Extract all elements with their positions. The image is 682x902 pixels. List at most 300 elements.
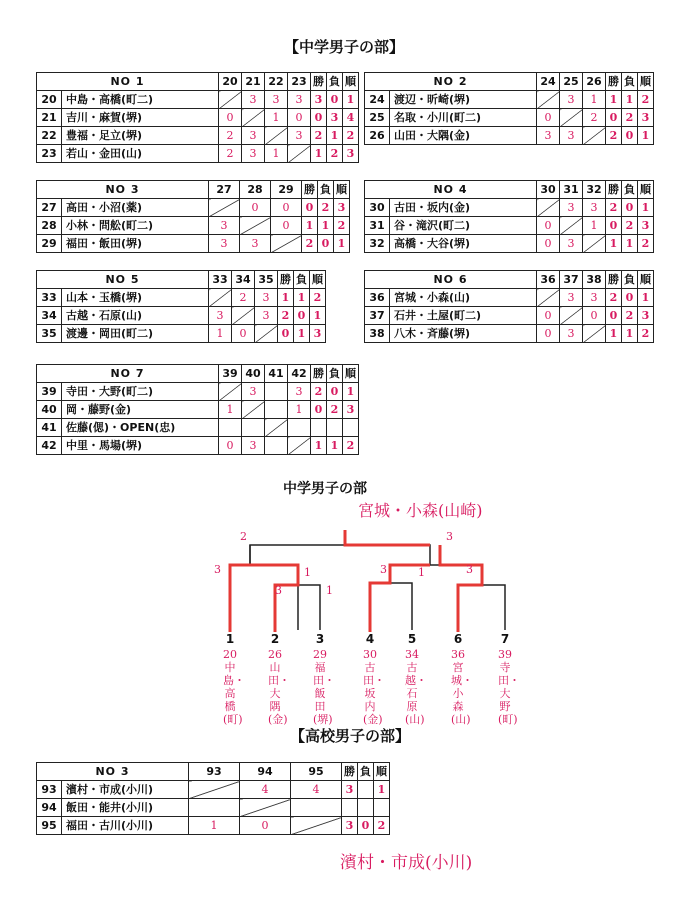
match-score xyxy=(219,419,242,437)
bracket-score: 3 xyxy=(446,530,453,543)
column-header: 26 xyxy=(583,73,606,91)
header-lose: 負 xyxy=(327,73,343,91)
match-score: 3 xyxy=(288,91,311,109)
column-header: 22 xyxy=(265,73,288,91)
match-score xyxy=(537,289,560,307)
header-lose: 負 xyxy=(327,365,343,383)
table-row xyxy=(365,289,654,307)
match-score: 3 xyxy=(209,217,240,235)
bracket-score: 3 xyxy=(214,563,221,576)
result-r xyxy=(343,419,359,437)
result-l: 1 xyxy=(622,235,638,253)
match-score xyxy=(265,419,288,437)
column-header: 37 xyxy=(560,271,583,289)
match-score xyxy=(265,383,288,401)
result-l: 1 xyxy=(318,217,334,235)
match-score: 3 xyxy=(255,307,278,325)
result-r: 1 xyxy=(638,289,654,307)
result-w: 0 xyxy=(606,109,622,127)
entry-number: 32 xyxy=(365,235,390,253)
match-score xyxy=(209,199,240,217)
result-r: 2 xyxy=(374,817,390,835)
result-w: 0 xyxy=(302,199,318,217)
match-score: 1 xyxy=(209,325,232,343)
team-name: 石井・土屋(町二) xyxy=(390,307,537,325)
result-r: 1 xyxy=(334,235,350,253)
match-score: 1 xyxy=(265,109,288,127)
match-score xyxy=(189,781,240,799)
team-name: 八木・斉藤(堺) xyxy=(390,325,537,343)
bracket-entry-name: 34古越・石原(山) xyxy=(405,648,427,726)
result-r: 2 xyxy=(638,91,654,109)
match-score: 1 xyxy=(265,145,288,163)
table-row xyxy=(37,91,359,109)
match-score: 3 xyxy=(242,127,265,145)
result-l: 2 xyxy=(622,217,638,235)
entry-number: 36 xyxy=(365,289,390,307)
result-l: 1 xyxy=(294,289,310,307)
entry-number: 39 xyxy=(37,383,62,401)
table-row xyxy=(37,235,350,253)
result-w: 1 xyxy=(606,325,622,343)
result-r: 2 xyxy=(343,437,359,455)
match-score: 0 xyxy=(537,109,560,127)
match-score xyxy=(288,145,311,163)
result-r: 1 xyxy=(343,383,359,401)
bracket-position: 5 xyxy=(407,632,417,646)
result-w: 2 xyxy=(311,383,327,401)
entry-number: 38 xyxy=(365,325,390,343)
column-header: 94 xyxy=(240,763,291,781)
team-name: 宮城・小森(山) xyxy=(390,289,537,307)
bracket-score: 3 xyxy=(275,584,282,597)
match-score xyxy=(189,799,240,817)
column-header: 20 xyxy=(219,73,242,91)
result-r: 1 xyxy=(343,91,359,109)
result-r: 3 xyxy=(638,109,654,127)
match-score: 1 xyxy=(219,401,242,419)
match-score: 3 xyxy=(209,235,240,253)
result-w: 1 xyxy=(606,91,622,109)
pool-table xyxy=(36,180,350,253)
column-header: 24 xyxy=(537,73,560,91)
pool-table xyxy=(36,72,359,163)
result-l: 0 xyxy=(294,307,310,325)
header-lose: 負 xyxy=(358,763,374,781)
match-score: 0 xyxy=(271,199,302,217)
match-score: 4 xyxy=(291,781,342,799)
result-w: 1 xyxy=(278,289,294,307)
result-w: 2 xyxy=(278,307,294,325)
entry-number: 33 xyxy=(37,289,62,307)
match-score: 3 xyxy=(560,127,583,145)
result-r: 3 xyxy=(343,401,359,419)
bracket-entry-name: 26山田・大隅(金) xyxy=(268,648,290,726)
result-w: 3 xyxy=(342,817,358,835)
match-score: 3 xyxy=(255,289,278,307)
pool-number: NO 2 xyxy=(365,73,537,91)
result-w: 2 xyxy=(606,199,622,217)
match-score xyxy=(240,799,291,817)
table-row xyxy=(365,91,654,109)
match-score xyxy=(242,419,265,437)
match-score: 3 xyxy=(560,91,583,109)
result-r: 3 xyxy=(343,145,359,163)
table-row xyxy=(365,109,654,127)
bracket-score: 1 xyxy=(326,584,333,597)
match-score xyxy=(583,325,606,343)
team-name: 名取・小川(町二) xyxy=(390,109,537,127)
match-score: 3 xyxy=(242,437,265,455)
table-row xyxy=(37,401,359,419)
pool-number: NO 3 xyxy=(37,181,209,199)
entry-number: 26 xyxy=(365,127,390,145)
pool-number: NO 5 xyxy=(37,271,209,289)
result-l: 1 xyxy=(327,127,343,145)
result-l: 1 xyxy=(622,325,638,343)
result-l: 1 xyxy=(622,91,638,109)
table-row xyxy=(365,217,654,235)
header-lose: 負 xyxy=(622,181,638,199)
team-name: 山田・大隅(金) xyxy=(390,127,537,145)
column-header: 32 xyxy=(583,181,606,199)
bracket-position: 6 xyxy=(453,632,463,646)
match-score: 3 xyxy=(240,235,271,253)
result-r: 2 xyxy=(638,325,654,343)
match-score: 2 xyxy=(232,289,255,307)
match-score: 0 xyxy=(537,235,560,253)
entry-number: 30 xyxy=(365,199,390,217)
pool-table xyxy=(36,364,359,455)
team-name: 渡邊・岡田(町二) xyxy=(62,325,209,343)
result-l: 2 xyxy=(327,145,343,163)
result-r: 3 xyxy=(638,307,654,325)
result-r: 1 xyxy=(374,781,390,799)
team-name: 吉川・麻賀(堺) xyxy=(62,109,219,127)
match-score xyxy=(232,307,255,325)
bracket-score: 3 xyxy=(380,563,387,576)
pool-number: NO 1 xyxy=(37,73,219,91)
match-score xyxy=(265,437,288,455)
result-w: 1 xyxy=(311,437,327,455)
result-r xyxy=(374,799,390,817)
bracket-position: 1 xyxy=(225,632,235,646)
entry-number: 41 xyxy=(37,419,62,437)
column-header: 40 xyxy=(242,365,265,383)
result-r: 1 xyxy=(638,199,654,217)
header-rank: 順 xyxy=(638,73,654,91)
team-name: 中里・馬場(堺) xyxy=(62,437,219,455)
column-header: 31 xyxy=(560,181,583,199)
column-header: 93 xyxy=(189,763,240,781)
team-name: 福田・飯田(堺) xyxy=(62,235,209,253)
table-row xyxy=(37,817,390,835)
bracket-entry-name: 29福田・飯田(堺) xyxy=(313,648,335,726)
match-score xyxy=(291,817,342,835)
match-score xyxy=(583,235,606,253)
result-w: 0 xyxy=(606,307,622,325)
match-score: 0 xyxy=(240,199,271,217)
table-row xyxy=(37,781,390,799)
header-rank: 順 xyxy=(374,763,390,781)
match-score: 3 xyxy=(265,91,288,109)
column-header: 29 xyxy=(271,181,302,199)
result-l: 3 xyxy=(327,109,343,127)
match-score xyxy=(219,91,242,109)
bracket-entry-name: 36宮城・小森(山) xyxy=(451,648,473,726)
team-name: 古越・石原(山) xyxy=(62,307,209,325)
table-row xyxy=(37,799,390,817)
header-win: 勝 xyxy=(606,271,622,289)
team-name: 古田・坂内(金) xyxy=(390,199,537,217)
result-l: 1 xyxy=(327,437,343,455)
result-r: 4 xyxy=(343,109,359,127)
result-l xyxy=(358,781,374,799)
match-score xyxy=(537,199,560,217)
match-score: 1 xyxy=(583,217,606,235)
result-r: 2 xyxy=(638,235,654,253)
result-l: 2 xyxy=(318,199,334,217)
pool-number: NO 3 xyxy=(37,763,189,781)
match-score: 0 xyxy=(232,325,255,343)
entry-number: 25 xyxy=(365,109,390,127)
entry-number: 24 xyxy=(365,91,390,109)
result-r: 1 xyxy=(310,307,326,325)
match-score xyxy=(537,91,560,109)
match-score: 3 xyxy=(560,289,583,307)
match-score: 0 xyxy=(537,217,560,235)
column-header: 25 xyxy=(560,73,583,91)
entry-number: 95 xyxy=(37,817,62,835)
column-header: 33 xyxy=(209,271,232,289)
match-score xyxy=(560,109,583,127)
match-score xyxy=(219,383,242,401)
table-row xyxy=(37,199,350,217)
team-name: 渡辺・昕崎(堺) xyxy=(390,91,537,109)
entry-number: 34 xyxy=(37,307,62,325)
match-score xyxy=(265,127,288,145)
column-header: 34 xyxy=(232,271,255,289)
match-score xyxy=(209,289,232,307)
header-lose: 負 xyxy=(622,73,638,91)
result-w xyxy=(311,419,327,437)
table-row xyxy=(365,325,654,343)
header-rank: 順 xyxy=(343,365,359,383)
result-w xyxy=(342,799,358,817)
match-score: 3 xyxy=(288,127,311,145)
table-row xyxy=(365,199,654,217)
column-header: 23 xyxy=(288,73,311,91)
entry-number: 23 xyxy=(37,145,62,163)
entry-number: 31 xyxy=(365,217,390,235)
table-row xyxy=(37,109,359,127)
team-name: 寺田・大野(町二) xyxy=(62,383,219,401)
header-win: 勝 xyxy=(606,73,622,91)
table-row xyxy=(365,127,654,145)
table-row xyxy=(37,307,326,325)
pool-number: NO 4 xyxy=(365,181,537,199)
pool-table xyxy=(36,762,390,835)
table-row xyxy=(37,217,350,235)
match-score: 3 xyxy=(560,235,583,253)
match-score: 0 xyxy=(288,109,311,127)
team-name: 山本・玉橋(堺) xyxy=(62,289,209,307)
bracket-score: 1 xyxy=(304,566,311,579)
team-name: 濱村・市成(小川) xyxy=(62,781,189,799)
column-header: 38 xyxy=(583,271,606,289)
result-l: 0 xyxy=(622,127,638,145)
column-header: 39 xyxy=(219,365,242,383)
match-score xyxy=(265,401,288,419)
result-r: 2 xyxy=(343,127,359,145)
team-name: 高橋・大谷(堺) xyxy=(390,235,537,253)
team-name: 谷・滝沢(町二) xyxy=(390,217,537,235)
pool-number: NO 7 xyxy=(37,365,219,383)
header-rank: 順 xyxy=(310,271,326,289)
result-l: 0 xyxy=(327,91,343,109)
result-l: 2 xyxy=(327,401,343,419)
pool-table xyxy=(364,72,654,145)
hs-winner: 濱村・市成(小川) xyxy=(340,853,473,873)
team-name: 若山・金田(山) xyxy=(62,145,219,163)
result-w: 0 xyxy=(606,217,622,235)
match-score xyxy=(560,307,583,325)
match-score: 3 xyxy=(242,383,265,401)
match-score: 3 xyxy=(560,199,583,217)
team-name: 中島・高橋(町二) xyxy=(62,91,219,109)
entry-number: 94 xyxy=(37,799,62,817)
bracket-winner: 宮城・小森(山崎) xyxy=(358,501,483,520)
entry-number: 27 xyxy=(37,199,62,217)
team-name: 高田・小沼(薬) xyxy=(62,199,209,217)
result-w: 0 xyxy=(278,325,294,343)
match-score: 0 xyxy=(583,307,606,325)
bracket-score: 3 xyxy=(466,563,473,576)
header-win: 勝 xyxy=(311,365,327,383)
result-r: 2 xyxy=(310,289,326,307)
match-score xyxy=(240,217,271,235)
table-row xyxy=(37,145,359,163)
match-score xyxy=(560,217,583,235)
column-header: 27 xyxy=(209,181,240,199)
header-win: 勝 xyxy=(311,73,327,91)
bracket-entry-name: 30古田・坂内(金) xyxy=(363,648,385,726)
result-w: 0 xyxy=(311,401,327,419)
result-r: 3 xyxy=(334,199,350,217)
match-score: 3 xyxy=(583,289,606,307)
result-r: 2 xyxy=(334,217,350,235)
result-r: 1 xyxy=(638,127,654,145)
table-row xyxy=(37,325,326,343)
team-name: 福田・古川(小川) xyxy=(62,817,189,835)
result-l: 0 xyxy=(358,817,374,835)
team-name: 飯田・能井(小川) xyxy=(62,799,189,817)
column-header: 42 xyxy=(288,365,311,383)
header-win: 勝 xyxy=(302,181,318,199)
match-score xyxy=(271,235,302,253)
result-l: 0 xyxy=(318,235,334,253)
match-score: 2 xyxy=(219,127,242,145)
result-l: 1 xyxy=(294,325,310,343)
bracket-score: 1 xyxy=(418,566,425,579)
entry-number: 28 xyxy=(37,217,62,235)
table-row xyxy=(37,437,359,455)
entry-number: 21 xyxy=(37,109,62,127)
entry-number: 22 xyxy=(37,127,62,145)
result-r: 3 xyxy=(638,217,654,235)
table-row xyxy=(37,419,359,437)
header-lose: 負 xyxy=(318,181,334,199)
result-w: 1 xyxy=(311,145,327,163)
result-l xyxy=(358,799,374,817)
match-score: 3 xyxy=(242,145,265,163)
header-rank: 順 xyxy=(334,181,350,199)
match-score: 0 xyxy=(219,109,242,127)
match-score: 3 xyxy=(560,325,583,343)
match-score xyxy=(255,325,278,343)
pool-table xyxy=(364,270,654,343)
team-name: 佐藤(偲)・OPEN(忠) xyxy=(62,419,219,437)
match-score: 1 xyxy=(189,817,240,835)
entry-number: 20 xyxy=(37,91,62,109)
result-w: 3 xyxy=(342,781,358,799)
header-rank: 順 xyxy=(638,271,654,289)
header-rank: 順 xyxy=(343,73,359,91)
result-w: 2 xyxy=(606,127,622,145)
match-score xyxy=(291,799,342,817)
entry-number: 37 xyxy=(365,307,390,325)
match-score xyxy=(288,419,311,437)
pool-table xyxy=(364,180,654,253)
result-w: 1 xyxy=(606,235,622,253)
table-row xyxy=(37,383,359,401)
match-score: 0 xyxy=(219,437,242,455)
result-r: 3 xyxy=(310,325,326,343)
match-score: 3 xyxy=(288,383,311,401)
column-header: 41 xyxy=(265,365,288,383)
entry-number: 35 xyxy=(37,325,62,343)
header-rank: 順 xyxy=(638,181,654,199)
table-row xyxy=(37,289,326,307)
column-header: 35 xyxy=(255,271,278,289)
result-l: 0 xyxy=(327,383,343,401)
entry-number: 42 xyxy=(37,437,62,455)
match-score: 2 xyxy=(583,109,606,127)
bracket-position: 4 xyxy=(365,632,375,646)
table-row xyxy=(365,307,654,325)
result-l: 2 xyxy=(622,109,638,127)
match-score: 4 xyxy=(240,781,291,799)
result-w: 1 xyxy=(302,217,318,235)
result-l xyxy=(327,419,343,437)
match-score: 0 xyxy=(537,307,560,325)
match-score: 0 xyxy=(537,325,560,343)
result-w: 3 xyxy=(311,91,327,109)
team-name: 豊福・足立(堺) xyxy=(62,127,219,145)
result-l: 2 xyxy=(622,307,638,325)
bracket-score: 2 xyxy=(240,530,247,543)
team-name: 小林・問舩(町二) xyxy=(62,217,209,235)
result-w: 0 xyxy=(311,109,327,127)
match-score: 3 xyxy=(583,199,606,217)
title-high-school-boys: 【高校男子の部】 xyxy=(290,727,411,745)
match-score: 0 xyxy=(240,817,291,835)
match-score xyxy=(242,109,265,127)
header-win: 勝 xyxy=(278,271,294,289)
match-score: 3 xyxy=(242,91,265,109)
bracket-position: 7 xyxy=(500,632,510,646)
match-score: 3 xyxy=(537,127,560,145)
